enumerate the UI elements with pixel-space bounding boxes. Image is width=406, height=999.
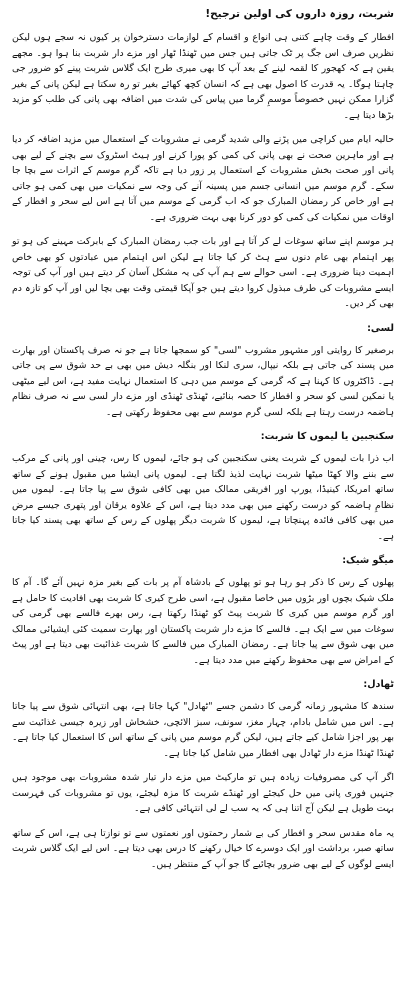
- article-title: شربت، روزہ داروں کی اولین ترجیح!: [205, 8, 394, 20]
- section-heading-thadal: ٹھادل:: [363, 679, 394, 690]
- intro-paragraph-1: افطار کے وقت چاہے کتنی ہی انواع و اقسام کے لوازمات دسترخوان پر کیوں نہ سجے ہوں لیکن نظریں صرف اس جگ پر ٹک جاتی ہیں جس میں ٹھنڈا ٹھار اور مزے دار شربت بنا ہوا ہو۔ مجھے یقین ہے کہ کھجور کا لقمہ لینے کے بعد آپ کا بھی میری طرح ایک گلاس شربت پینے کو ضرور جی چاہتا ہوگا۔ یہ قدرت کا اصول بھی ہے کہ انسان کچھ کھائے بغیر تو رہ سکتا ہے لیکن پانی کے بغیر گزارا ممکن نہیں خصوصاً موسمِ گرما میں پیاس کی شدت میں اضافہ بھی پانی کی طلب کو مزید بڑھا دیتا ہے۔: [12, 32, 394, 121]
- section-body-thadal: سندھ کا مشہور زمانہ گرمی کا دشمن جسے "ٹھادل" کہا جاتا ہے، بھی انتہائی شوق سے پیا جاتا ہے۔ اس میں شامل بادام، چہار مغز، سونف، سبز الائچی، خشخاش اور زیرہ جیسی غذائیت سے بھر پور اجزا شامل کیے جاتے ہیں، لیکن گرم موسم میں پانی کے ساتھ اس کا استعمال کیا جاتا ہے۔ ٹھنڈا ٹھنڈا مزے دار ٹھادل بھی افطار میں شامل کیا جاتا ہے۔: [12, 701, 394, 759]
- intro-paragraph-2: حالیہ ایام میں کراچی میں پڑنے والی شدید گرمی نے مشروبات کے استعمال میں مزید اضافہ کر دیا ہے اور ماہرین صحت نے بھی پانی کی کمی کو پورا کرنے اور ہیٹ اسٹروک سے بچنے کے لیے بھی پانی اور صحت بخش مشروبات کے استعمال پر زور دیا ہے تاکہ گرم موسم کے اثرات سے بچا جا سکے۔ گرم موسم میں انسانی جسم میں پسینہ آنے کی وجہ سے نمکیات میں بھی کمی ہو جاتی ہے اور خاص کر رمضان المبارک جو کہ اب گرمی کے موسم میں آتا ہے اس لیے سحر و افطار کے اوقات میں نمکیات کی کمی کو دور کرنا بھی بہت ضروری ہے۔: [12, 134, 394, 223]
- section-heading-mango-shake: میگو شیک:: [342, 555, 394, 566]
- intro-paragraph-3: ہر موسم اپنے ساتھ سوغات لے کر آتا ہے اور بات جب رمضان المبارک کے بابرکت مہینے کی ہو تو پھر اہتمام بھی عام دنوں سے ہٹ کر کیا جاتا ہے لیکن اس اہتمام میں عبادتوں کو بھی خاص اہمیت دینا ضروری ہے۔ اسی حوالے سے ہم آپ کی یہ مشکل آسان کر دیتے ہیں اور آپ کی توجہ ایسے مشروبات کی طرف مبذول کروا دیتے ہیں جو آپکا قیمتی وقت بھی بچا لیں اور آپ کو تازہ دم بھی کر دیں۔: [12, 236, 394, 309]
- section-heading-lassi: لسی:: [367, 322, 394, 334]
- outro-paragraph-1: اگر آپ کی مصروفیات زیادہ ہیں تو مارکیٹ میں مزے دار تیار شدہ مشروبات بھی موجود ہیں جنہیں فوری پانی میں حل کیجئے اور ٹھنڈے شربت کا مزہ لیجئے، یوں تو مشروبات کی فہرست بہت طویل ہے لیکن آج اتنا ہی کہ یہ سب لے لی انتہائی کافی ہے۔: [12, 772, 394, 814]
- section-heading-lemonade: سکنجبین یا لیموں کا شربت:: [260, 431, 394, 442]
- section-body-mango-shake: پھلوں کے رس کا ذکر ہو رہا ہو تو پھلوں کے بادشاہ آم پر بات کیے بغیر مزہ نہیں آئے گا۔ آم کا ملک شیک بچوں اور بڑوں میں خاصا مقبول ہے، اسی طرح کیری کا شربت بھی افادیت کا حامل ہے اور گرم موسم میں کیری کا شربت پیٹ کو ٹھنڈا رکھتا ہے، رس بھرے فالسے بھی گرمی کی سوغات میں سے ایک ہے۔ فالسے کا مزے دار شربت پاکستان اور بھارت سمیت کئی ایشیائی ممالک میں بھی شوق سے پیا جاتا ہے۔ رمضان المبارک میں فالسے کا شربت غذائیت بھی دیتا ہے اور پیٹ کے امراض سے بھی محفوظ رکھنے میں مدد دیتا ہے۔: [12, 577, 394, 666]
- outro-paragraph-2: یہ ماہ مقدس سحر و افطار کی بے شمار رحمتوں اور نعمتوں سے تو نوازتا ہی ہے، اس کے ساتھ ساتھ صبر، برداشت اور ایک دوسرے کا خیال رکھنے کا درس بھی دیتا ہے۔ اس لیے ایک گلاس شربت ایسے لوگوں کے لیے بھی ضرور بچائیے گا جو آپ کے منتظر ہیں۔: [12, 827, 394, 870]
- section-body-lassi: برصغیر کا روایتی اور مشہور مشروب "لسی" کو سمجھا جاتا ہے جو نہ صرف پاکستان اور بھارت میں پسند کی جاتی ہے بلکہ نیپال، سری لنکا اور بنگلہ دیش میں بھی بے حد شوق سے پی جاتی ہے۔ ڈاکٹروں کا کہنا ہے کہ گرمی کے موسم میں دہی کا استعمال نہایت مفید ہے، اس لیے میٹھی یا نمکین لسی کو سحر و افطار کا حصہ بنائیے، ٹھنڈی ٹھنڈی اور مزے دار لسی سے نہ صرف نظام ہاضمہ درست رہتا ہے بلکہ لسی گرم موسم سے بھی محفوظ رکھتی ہے۔: [12, 344, 394, 418]
- section-body-lemonade: اب ذرا بات لیموں کے شربت یعنی سکنجبین کی ہو جائے، لیموں کا رس، چینی اور پانی کے مرکب سے بننے والا کھٹا میٹھا شربت نہایت لذیذ لگتا ہے۔ لیموں پانی ایشیا میں مقبول ہونے کے ساتھ ساتھ امریکا، کینیڈا، یورپ اور افریقی ممالک میں بھی کافی شوق سے پیا جاتا ہے۔ لیموں میں نظامِ ہاضمہ کو درست رکھنے میں بھی مدد دیتا ہے، اس کے علاوہ یرقان اور پتھری جیسے مرض میں بھی کافی فائدہ پہنچاتا ہے، لیموں کا شربت دیگر پھلوں کے رس کے ساتھ بھی پسند کیا جاتا ہے۔: [12, 453, 394, 542]
